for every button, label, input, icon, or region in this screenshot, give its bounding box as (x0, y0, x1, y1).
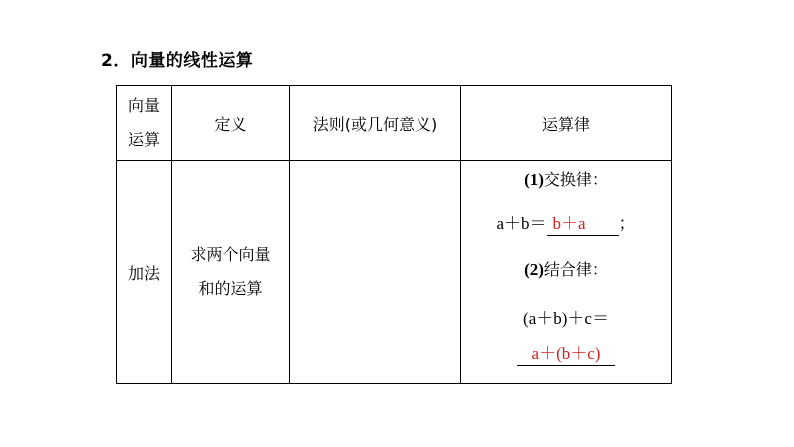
header-operation-line1: 向量 (127, 96, 160, 115)
associative-answer-line (461, 344, 671, 366)
associative-answer: a＋(b＋c) (517, 344, 615, 366)
cell-laws (461, 161, 672, 384)
header-operation-line2: 运算 (127, 130, 160, 149)
vector-operations-table (116, 85, 672, 384)
associative-label-text: 结合律： (543, 260, 608, 279)
table-header-row (117, 86, 672, 161)
definition-line2: 和的运算 (198, 279, 263, 298)
section-title: 2．向量的线性运算 (101, 51, 254, 71)
cell-operation: 加法 (117, 161, 172, 384)
table-row (117, 161, 672, 384)
header-definition: 定义 (172, 86, 290, 161)
associative-label (461, 257, 671, 280)
commutative-label-text: 交换律： (543, 170, 608, 189)
header-operation (117, 86, 172, 161)
associative-lhs: (a＋b)＋c＝ (523, 309, 609, 328)
commutative-label (461, 167, 671, 190)
cell-rule (290, 161, 461, 384)
commutative-end: ； (618, 214, 636, 233)
cell-definition (172, 161, 290, 384)
commutative-answer: b＋a (547, 214, 619, 236)
header-laws: 运算律 (461, 86, 672, 161)
commutative-label-num: (1) (524, 170, 544, 189)
definition-line1: 求两个向量 (190, 245, 271, 264)
header-rule: 法则(或几何意义) (290, 86, 461, 161)
commutative-lhs: a＋b＝ (496, 214, 547, 233)
commutative-equation (461, 209, 671, 236)
associative-label-num: (2) (524, 260, 544, 279)
